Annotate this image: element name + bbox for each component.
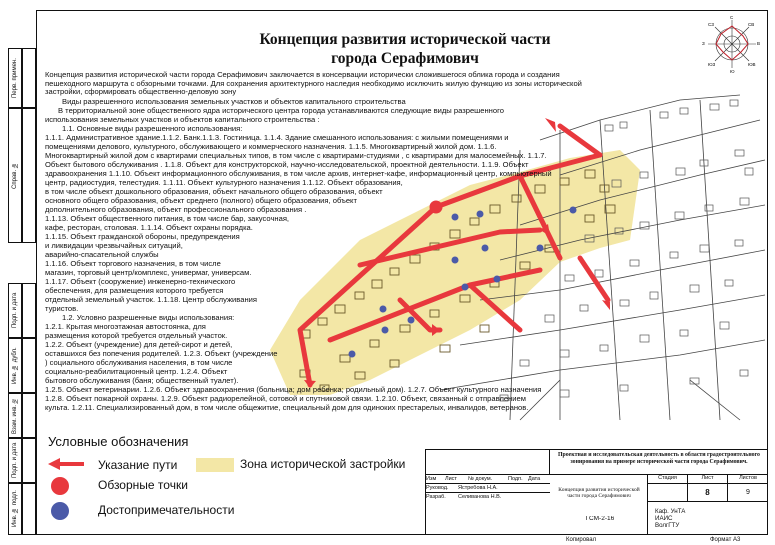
cond-use-line: 1.2.8. Объект пожарной охраны. 1.2.9. Объект радиорелейной, сотовой и спутниковой связи. 1.2.10. Объект, связанный с отправлением — [45, 394, 526, 403]
stamp-format: Формат А3 — [710, 537, 741, 543]
side-label-sign-date-2: Подп. и дата — [8, 438, 22, 483]
route-icon — [48, 458, 84, 470]
use-line: аварийно-спасательной службы — [45, 250, 159, 259]
sight-marker — [380, 306, 387, 313]
rose-label-w: З — [702, 41, 705, 46]
legend-viewpoint-label: Обзорные точки — [98, 478, 188, 492]
sight-marker — [537, 245, 544, 252]
title-line-2: города Серафимович — [331, 50, 479, 67]
main-uses-heading: 1.1. Основные виды разрешенного использования: — [62, 124, 243, 133]
stamp-line — [425, 492, 550, 493]
legend-symbols — [42, 456, 92, 531]
stamp-stage-label: Стадия — [648, 475, 688, 484]
use-line: центр, радиостудия, телестудия. 1.1.11. Объект культурного назначения 1.1.12. Объект образования, — [45, 178, 403, 187]
cond-use-line: ) социального обслуживания населения, в том числе — [45, 358, 233, 367]
legend-zone-label: Зона исторической застройки — [240, 457, 406, 471]
use-line: туристов. — [45, 304, 79, 313]
page-title — [245, 30, 565, 68]
rose-label-n: С — [730, 15, 734, 20]
use-line: Многоквартирный жилой дом с квартирами специальных типов, в том числе с квартирами-студиями , с квартирами для малосемейных. 1.1.7. — [45, 151, 547, 160]
stamp-sheets-num: 9 — [728, 484, 768, 502]
stamp-line — [425, 483, 550, 484]
zone-swatch — [196, 458, 234, 472]
stamp-sheet-num: 8 — [688, 484, 728, 502]
cond-use-line: культа. 1.2.11. Специализированный дом, в том числе общежитие, специальный дом для одиноких престарелых, инвалидов, ветеранов. — [45, 403, 529, 412]
use-line: помещениями делового, культурного, обслуживающего и коммерческого назначения. 1.1.5. Многоквартирный жилой дом. 1.1.6. — [45, 142, 497, 151]
use-line: Объект бытового обслуживания . 1.1.8. Объект для конструкторской, научно-исследовательской, проектной деятельности. 1.1.9. Объект — [45, 160, 529, 169]
stamp-code: ГСМ-2-16 — [585, 516, 615, 522]
use-line: 1.1.15. Объект гражданской обороны, предупреждения — [45, 232, 240, 241]
uses-intro-line: использования земельных участков и объектов капитального строительства : — [45, 115, 320, 124]
wind-rose — [699, 14, 765, 74]
side-label-orig: Инв. № подл. — [8, 483, 22, 535]
stamp-col-sign: Подп. — [508, 476, 523, 482]
side-label-replace: Взам. инв. № — [8, 393, 22, 438]
use-line: основного общего образования, объект среднего (полного) общего образования, объект — [45, 196, 357, 205]
title-line-1: Концепция развития исторической части — [259, 31, 551, 48]
side-label-ref: Справ. № — [8, 108, 22, 243]
stamp-cell — [425, 449, 550, 474]
use-line: и ликвидации чрезвычайных ситуаций, — [45, 241, 183, 250]
stamp-org-3: ВолгГТУ — [655, 522, 680, 529]
cond-use-line: 1.2.5. Объект ветеринарии. 1.2.6. Объект здравоохранения (больница; дом ребенка; родильный дом). 1.2.7. Объект культурного назначения — [45, 385, 542, 394]
uses-intro-line: В территориальной зоне общественного ядра исторического центра города устанавливаются следующие виды разрешенного — [58, 106, 504, 115]
sight-marker — [482, 245, 489, 252]
viewpoint-marker — [430, 201, 443, 214]
sight-icon — [51, 502, 69, 520]
side-label-dup: Инв. № дубл. — [8, 338, 22, 393]
stamp-col-list: Лист — [445, 476, 457, 482]
use-line: 1.1.13. Объект общественного питания, в том числе бар, закусочная, — [45, 214, 290, 223]
cond-use-line: размещения которой требуется отдельный участок. — [45, 331, 228, 340]
sight-marker — [408, 317, 415, 324]
use-line: магазин, торговый центр/комплекс, универмаг, универсам. — [45, 268, 252, 277]
stamp-sheet-label: Лист — [688, 475, 728, 484]
sight-marker — [382, 327, 389, 334]
use-line: отдельный земельный участок. 1.1.18. Центр обслуживания — [45, 295, 258, 304]
rose-label-nw: СЗ — [708, 22, 714, 27]
rose-label-sw: ЮЗ — [708, 62, 716, 67]
stamp-row2-role: Разраб. — [426, 494, 446, 500]
stamp-row1-role: Руковод. — [426, 485, 449, 491]
sight-marker — [452, 214, 459, 221]
stamp-cell — [648, 484, 688, 502]
stamp-sheet-title: Концепция развития исторической части города Серафимович — [558, 487, 640, 499]
cond-use-line: бытового обслуживания (баня; общественный туалет). — [45, 376, 239, 385]
sight-marker — [462, 284, 469, 291]
stamp-line — [425, 474, 550, 475]
title-block — [425, 449, 768, 535]
rose-label-s: Ю — [730, 69, 735, 74]
viewpoint-icon — [51, 477, 69, 495]
sight-marker — [349, 351, 356, 358]
cond-uses-heading: 1.2. Условно разрешенные виды использования: — [62, 313, 235, 322]
route-arrow-head — [545, 118, 556, 132]
use-line: дополнительного образования, объект профессионального образования . — [45, 205, 307, 214]
intro-paragraph: Концепция развития исторической части города Серафимович заключается в консервации исторически сложившегося облика города и создания пешеходного маршрута с обзорными точками. Для сохранения архитектурного наследия необходимо исключить жилую функцию из зоны исторической застройки, сформировать общественно-деловую зону — [45, 70, 582, 97]
stamp-row1-name: Ястребова Н.А. — [458, 485, 498, 491]
cond-use-line: 1.2.2. Объект (учреждение) для детей-сирот и детей, — [45, 340, 233, 349]
stamp-row2-name: Селиванова Н.В. — [458, 494, 502, 500]
sight-marker — [570, 207, 577, 214]
use-line: обеспечения, для размещения которого требуется — [45, 286, 224, 295]
sight-marker — [452, 257, 459, 264]
use-line: в том числе объект дошкольного образования, объект начального общего образования, объект — [45, 187, 383, 196]
stamp-org-1: Каф. УнТА — [655, 508, 686, 515]
stamp-col-doc: № докум. — [468, 476, 493, 482]
stamp-sheets-label: Листов — [728, 475, 768, 484]
rose-label-ne: СВ — [748, 22, 755, 27]
stamp-col-izm: Изм — [426, 476, 437, 482]
stamp-copied: Копировал — [566, 537, 597, 543]
use-line: 1.1.1. Административное здание.1.1.2. Банк.1.1.3. Гостиница. 1.1.4. Здание смешанного использования: с жилыми помещениями и — [45, 133, 509, 142]
rose-label-se: ЮВ — [748, 62, 756, 67]
cond-use-line: 1.2.1. Крытая многоэтажная автостоянка, для — [45, 322, 206, 331]
uses-heading: Виды разрешенного использования земельных участков и объектов капитального строительства — [62, 97, 406, 106]
legend-title: Условные обозначения — [48, 434, 189, 449]
sight-marker — [477, 211, 484, 218]
sight-marker — [494, 276, 501, 283]
cond-use-line: оставшихся без попечения родителей. 1.2.3. Объект (учреждение — [45, 349, 278, 358]
stamp-project-title: Проектная и исследовательская деятельность в области градостроительного зонирования на примере исторической части города Серафимович. — [550, 449, 768, 475]
stamp-org-2: ИАИС — [655, 515, 673, 522]
stamp-cell — [550, 475, 648, 535]
stamp-col-date: Дата — [528, 476, 541, 482]
use-line: 1.1.17. Объект (сооружение) инженерно-технического — [45, 277, 236, 286]
use-line: кафе, ресторан, столовая. 1.1.14. Объект охраны порядка. — [45, 223, 253, 232]
cond-use-line: социально-реабилитационный центр. 1.2.4. Объект — [45, 367, 228, 376]
rose-label-e: В — [757, 41, 761, 46]
side-label-first-use: Перв. примен. — [8, 48, 22, 108]
legend-route-label: Указание пути — [98, 458, 178, 472]
use-line: 1.1.16. Объект торгового назначения, в том числе — [45, 259, 221, 268]
legend-sights-label: Достопримечательности — [98, 503, 235, 517]
use-line: здравоохранения 1.1.10. Объект информационного обслуживания, в том числе архив, интернет-кафе, информационный центр, компьютерный — [45, 169, 552, 178]
side-label-sign-date: Подп. и дата — [8, 283, 22, 338]
